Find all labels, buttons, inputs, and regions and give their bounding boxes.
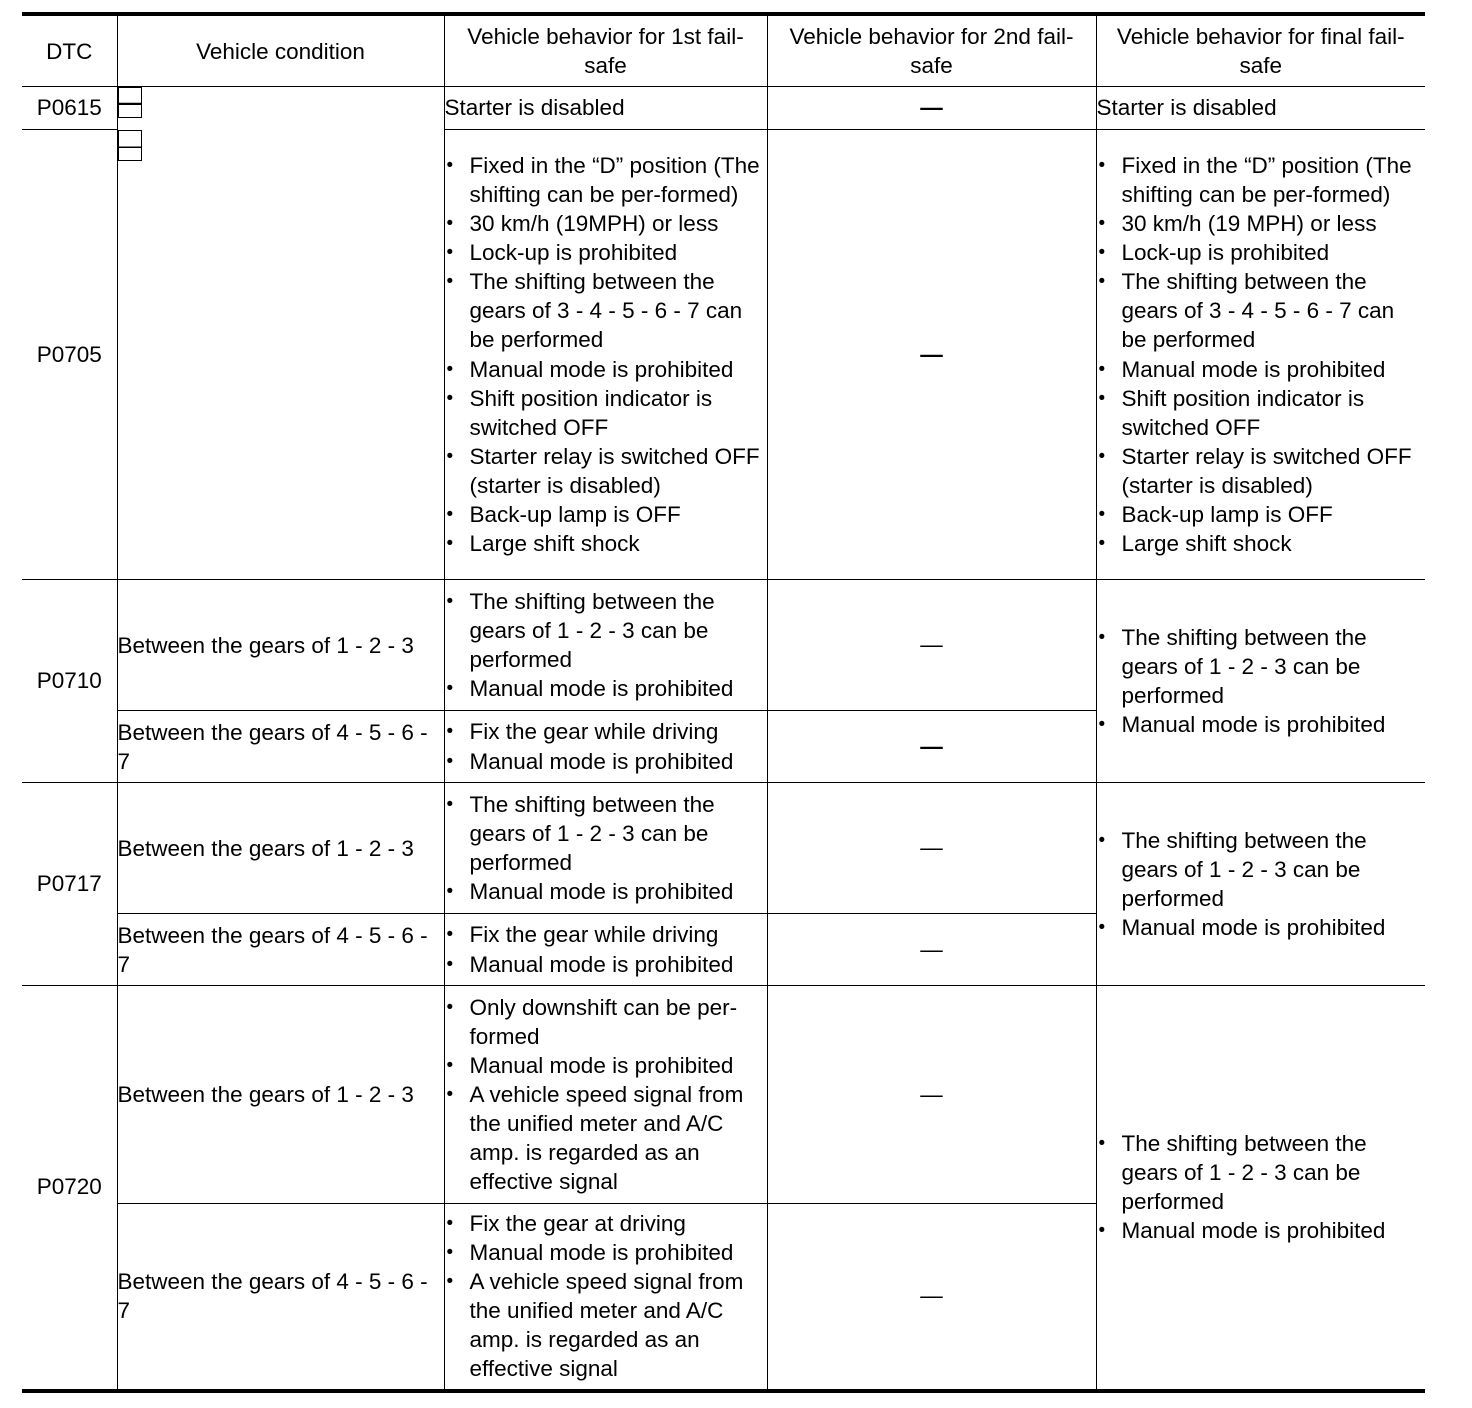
list-item: • Manual mode is prohibited [1097,1216,1426,1245]
list-item: • Manual mode is prohibited [1097,355,1426,384]
dtc-code: P0717 [22,783,117,986]
bullet-list [1097,623,1426,739]
list-item: • Starter relay is switched OFF (starter is disabled) [445,442,767,500]
list-item: • The shifting between the gears of 3 - 4 - 5 - 6 - 7 can be performed [445,267,767,354]
list-item: • Lock-up is prohibited [1097,238,1426,267]
first-failsafe-cell [444,986,767,1204]
list-item: • The shifting between the gears of 1 - 2 - 3 can be performed [1097,826,1426,913]
condition-cell: Between the gears of 4 - 5 - 6 - 7 [117,914,444,986]
list-item: • The shifting between the gears of 1 - 2 - 3 can be performed [445,587,767,674]
dash: — [920,1283,943,1309]
final-failsafe-cell [1096,580,1425,783]
second-failsafe-cell [767,1204,1096,1391]
dtc-code: P0705 [22,130,117,580]
list-item: • Back-up lamp is OFF [1097,500,1426,529]
list-item: • Large shift shock [1097,529,1426,558]
list-item: • The shifting between the gears of 1 - 2 - 3 can be performed [445,790,767,877]
list-item: • The shifting between the gears of 1 - 2 - 3 can be performed [1097,623,1426,710]
condition-cell: Between the gears of 1 - 2 - 3 [117,783,444,914]
bullet-list [1097,826,1426,942]
bullet-list [445,993,767,1197]
final-failsafe-cell [1096,783,1425,986]
list-item: • Manual mode is prohibited [445,1238,767,1267]
dash: — [920,1081,943,1107]
final-failsafe-cell [1096,130,1425,580]
dash: — [118,132,141,158]
list-item: • A vehicle speed signal from the unified meter and A/C amp. is regarded as an effective signal [445,1080,767,1196]
first-failsafe-cell [444,580,767,711]
list-item: • Manual mode is prohibited [1097,710,1426,739]
header-final-failsafe: Vehicle behavior for final fail-safe [1096,14,1425,87]
list-item: • 30 km/h (19MPH) or less [445,209,767,238]
table-row-p0615 [22,87,1425,130]
list-item: • A vehicle speed signal from the unified meter and A/C amp. is regarded as an effective signal [445,1267,767,1383]
dash: — [920,632,943,657]
first-failsafe-cell [444,914,767,986]
list-item: • Manual mode is prohibited [1097,913,1426,942]
list-item: • Fix the gear at driving [445,1209,767,1238]
list-item: • 30 km/h (19 MPH) or less [1097,209,1426,238]
list-item: • Large shift shock [445,529,767,558]
list-item: • The shifting between the gears of 3 - 4 - 5 - 6 - 7 can be performed [1097,267,1426,354]
condition-cell [118,87,143,118]
list-item: • Manual mode is prohibited [445,877,767,906]
list-item: • Manual mode is prohibited [445,355,767,384]
dtc-code: P0720 [22,986,117,1391]
bullet-list [445,790,767,906]
failsafe-table [22,12,1425,1393]
second-failsafe-cell [767,130,1096,580]
second-failsafe-cell [767,580,1096,711]
list-item: • The shifting between the gears of 1 - 2 - 3 can be performed [1097,1129,1426,1216]
dash: — [118,90,141,115]
condition-cell: Between the gears of 4 - 5 - 6 - 7 [117,1204,444,1391]
list-item: • Back-up lamp is OFF [445,500,767,529]
final-failsafe-cell: Starter is disabled [1096,87,1425,130]
dash: — [920,733,943,759]
list-item: • Lock-up is prohibited [445,238,767,267]
list-item: • Manual mode is prohibited [445,747,767,776]
table-row-p0705 [22,130,1425,580]
dtc-code: P0710 [22,580,117,783]
bullet-list [445,587,767,703]
list-item: • Fixed in the “D” position (The shifting can be per-formed) [445,151,767,209]
bullet-list [1097,1129,1426,1245]
table-row-p0717-a [22,783,1425,914]
dash: — [920,95,943,120]
second-failsafe-cell [767,914,1096,986]
table-row-p0710-a [22,580,1425,711]
list-item: • Fixed in the “D” position (The shifting can be per-formed) [1097,151,1426,209]
condition-cell: Between the gears of 1 - 2 - 3 [117,580,444,711]
failsafe-table-wrapper [22,12,1425,1393]
list-item: • Fix the gear while driving [445,920,767,949]
header-first-failsafe: Vehicle behavior for 1st fail-safe [444,14,767,87]
list-item: • Manual mode is prohibited [445,950,767,979]
bullet-list [445,1209,767,1384]
header-vehicle-condition: Vehicle condition [117,14,444,87]
dtc-code: P0615 [22,87,117,130]
bullet-list [445,920,767,978]
bullet-list [1097,151,1426,558]
dash: — [920,341,943,367]
condition-cell: Between the gears of 1 - 2 - 3 [117,986,444,1204]
list-item: • Manual mode is prohibited [445,1051,767,1080]
list-item: • Shift position indicator is switched OFF [1097,384,1426,442]
first-failsafe-cell [444,130,767,580]
list-item: • Starter relay is switched OFF (starter is disabled) [1097,442,1426,500]
bullet-list [445,717,767,775]
list-item: • Shift position indicator is switched OFF [445,384,767,442]
first-failsafe-cell [444,783,767,914]
first-failsafe-cell [444,1204,767,1391]
bullet-list [445,151,767,558]
second-failsafe-cell [767,87,1096,130]
header-dtc: DTC [22,14,117,87]
condition-cell [118,130,143,161]
header-second-failsafe: Vehicle behavior for 2nd fail-safe [767,14,1096,87]
dash: — [920,835,943,860]
dash: — [920,936,943,962]
list-item: • Manual mode is prohibited [445,674,767,703]
final-failsafe-cell [1096,986,1425,1391]
table-row-p0720-a [22,986,1425,1204]
first-failsafe-cell: Starter is disabled [444,87,767,130]
condition-cell: Between the gears of 4 - 5 - 6 - 7 [117,711,444,783]
second-failsafe-cell [767,711,1096,783]
header-row [22,14,1425,87]
second-failsafe-cell [767,986,1096,1204]
list-item: • Only downshift can be per-formed [445,993,767,1051]
second-failsafe-cell [767,783,1096,914]
first-failsafe-cell [444,711,767,783]
list-item: • Fix the gear while driving [445,717,767,746]
